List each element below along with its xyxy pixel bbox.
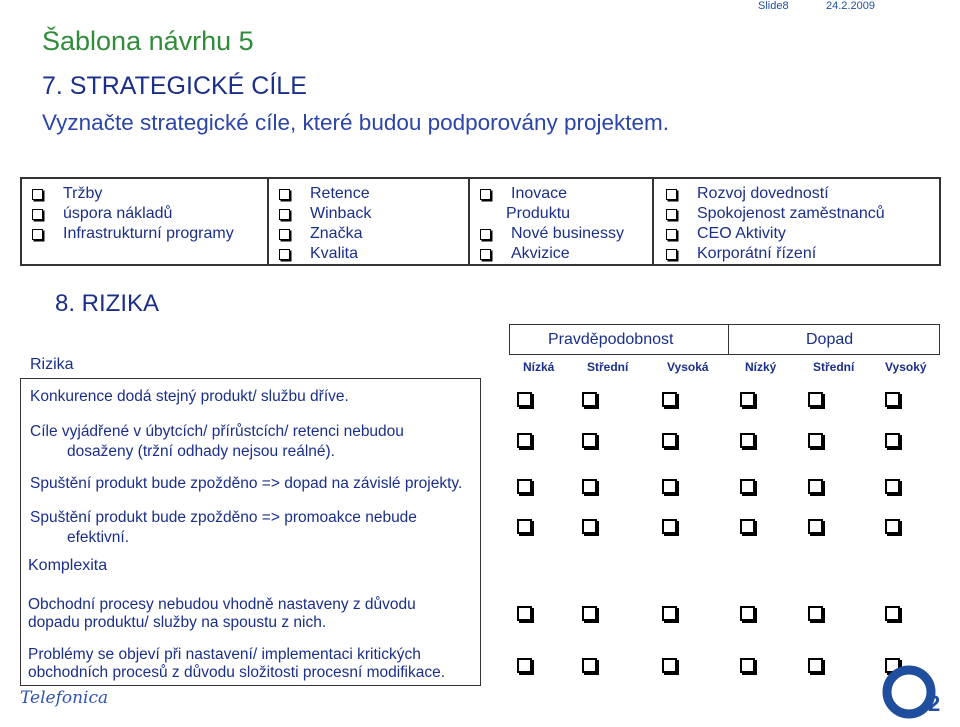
- complexity-label: Komplexita: [28, 557, 108, 574]
- risk-rating-checkbox[interactable]: [808, 658, 823, 673]
- risk-rating-checkbox[interactable]: [885, 519, 900, 534]
- risk-rating-checkbox[interactable]: [517, 519, 532, 534]
- risk-rating-checkbox[interactable]: [662, 658, 677, 673]
- slide-date: 24.2.2009: [826, 0, 875, 12]
- risk-rating-checkbox[interactable]: [740, 392, 755, 407]
- impact-high-header: Vysoký: [885, 360, 927, 374]
- probability-header: Pravděpodobnost: [548, 331, 674, 348]
- goal-item[interactable]: Spokojenost zaměstnanců: [666, 204, 939, 224]
- risk-rating-checkbox[interactable]: [517, 392, 532, 407]
- goals-column-2: [269, 179, 470, 264]
- goal-item[interactable]: Infrastrukturní programy: [32, 224, 267, 244]
- risk-rating-checkbox[interactable]: [517, 433, 532, 448]
- probability-high-header: Vysoká: [667, 360, 709, 374]
- checkbox-icon[interactable]: [32, 229, 43, 240]
- checkbox-icon[interactable]: [279, 189, 290, 200]
- risk-rating-checkbox[interactable]: [582, 392, 597, 407]
- o2-logo: [880, 648, 960, 727]
- o2-logo-ring: [887, 670, 931, 714]
- risk-row-label: Cíle vyjádřené v úbytcích/ přírůstcích/ retenci nebudou dosaženy (tržní odhady nejsou reálné).: [30, 423, 404, 460]
- risk-rating-checkbox[interactable]: [517, 479, 532, 494]
- goal-item[interactable]: Kvalita: [279, 244, 468, 264]
- section-7-title: 7. STRATEGICKÉ CÍLE: [42, 72, 307, 100]
- risk-rating-checkbox[interactable]: [582, 606, 597, 621]
- checkbox-icon[interactable]: [279, 209, 290, 220]
- checkbox-icon[interactable]: [666, 229, 677, 240]
- risk-rating-checkbox[interactable]: [517, 658, 532, 673]
- slide-number: Slide8: [758, 0, 789, 12]
- checkbox-icon[interactable]: [666, 249, 677, 260]
- risk-rating-checkbox[interactable]: [662, 479, 677, 494]
- risk-rating-checkbox[interactable]: [662, 519, 677, 534]
- risk-rating-checkbox[interactable]: [885, 433, 900, 448]
- section-7-subtitle: Vyznačte strategické cíle, které budou podporovány projektem.: [42, 110, 670, 135]
- impact-low-header: Nízký: [745, 360, 777, 374]
- risk-rating-checkbox[interactable]: [740, 658, 755, 673]
- risk-row-label: Konkurence dodá stejný produkt/ službu dříve.: [30, 388, 349, 405]
- checkbox-icon[interactable]: [666, 209, 677, 220]
- section-8-title: 8. RIZIKA: [55, 290, 160, 317]
- goal-item[interactable]: Korporátní řízení: [666, 244, 939, 264]
- impact-medium-header: Střední: [813, 360, 855, 374]
- checkbox-icon[interactable]: [480, 189, 491, 200]
- goal-item[interactable]: Inovace: [480, 184, 652, 204]
- goal-item[interactable]: Winback: [279, 204, 468, 224]
- probability-low-header: Nízká: [523, 360, 555, 374]
- risk-rating-checkbox[interactable]: [808, 519, 823, 534]
- risk-rating-checkbox[interactable]: [808, 606, 823, 621]
- risk-rating-checkbox[interactable]: [582, 479, 597, 494]
- risk-rating-checkbox[interactable]: [517, 606, 532, 621]
- risks-label: Rizika: [30, 356, 74, 373]
- goals-column-1: [22, 179, 269, 264]
- risk-rating-checkbox[interactable]: [740, 519, 755, 534]
- goal-item[interactable]: Akvizice: [480, 244, 652, 264]
- strategic-goals-box: [20, 177, 941, 266]
- probability-medium-header: Střední: [587, 360, 629, 374]
- risk-rating-checkbox[interactable]: [808, 433, 823, 448]
- template-title: Šablona návrhu 5: [42, 26, 254, 56]
- checkbox-icon[interactable]: [32, 189, 43, 200]
- goals-column-3: [470, 179, 654, 264]
- risk-rating-checkbox[interactable]: [740, 606, 755, 621]
- impact-header: Dopad: [806, 331, 854, 348]
- risk-rating-checkbox[interactable]: [740, 433, 755, 448]
- goal-item[interactable]: Retence: [279, 184, 468, 204]
- risk-rating-checkbox[interactable]: [662, 392, 677, 407]
- checkbox-icon[interactable]: [279, 229, 290, 240]
- risk-rating-checkbox[interactable]: [808, 392, 823, 407]
- checkbox-icon[interactable]: [32, 209, 43, 220]
- goal-item[interactable]: Nové businessy: [480, 224, 652, 244]
- o2-logo-digit: 2: [928, 691, 941, 716]
- checkbox-icon[interactable]: [480, 249, 491, 260]
- checkbox-icon[interactable]: [480, 229, 491, 240]
- risk-rating-checkbox[interactable]: [885, 392, 900, 407]
- goal-item[interactable]: úspora nákladů: [32, 204, 267, 224]
- complexity-row-label: Obchodní procesy nebudou vhodně nastaveny z důvodu dopadu produktu/ služby na spoustu z nich.: [28, 596, 416, 631]
- risk-row-label: Spuštění produkt bude zpožděno => promoakce nebude efektivní.: [30, 509, 417, 546]
- risk-row-label: Spuštění produkt bude zpožděno => dopad na závislé projekty.: [30, 475, 463, 492]
- telefonica-logo: Telefonica: [20, 688, 109, 708]
- goal-item[interactable]: Tržby: [32, 184, 267, 204]
- risk-rating-checkbox[interactable]: [582, 519, 597, 534]
- goal-item[interactable]: Značka: [279, 224, 468, 244]
- goal-item[interactable]: Rozvoj dovedností: [666, 184, 939, 204]
- risk-rating-checkbox[interactable]: [662, 606, 677, 621]
- goal-item-continuation: Produktu: [506, 205, 571, 222]
- goals-column-4: [654, 179, 939, 264]
- risk-rating-checkbox[interactable]: [808, 479, 823, 494]
- risk-rating-checkbox[interactable]: [885, 479, 900, 494]
- risk-rating-checkbox[interactable]: [885, 606, 900, 621]
- goal-item[interactable]: CEO Aktivity: [666, 224, 939, 244]
- risk-rating-checkbox[interactable]: [740, 479, 755, 494]
- checkbox-icon[interactable]: [279, 249, 290, 260]
- risk-rating-checkbox[interactable]: [582, 433, 597, 448]
- risk-rating-checkbox[interactable]: [662, 433, 677, 448]
- risk-rating-checkbox[interactable]: [582, 658, 597, 673]
- checkbox-icon[interactable]: [666, 189, 677, 200]
- complexity-row-label: Problémy se objeví při nastavení/ implementaci kritických obchodních procesů z důvodu složitosti procesní modifikace.: [28, 646, 446, 681]
